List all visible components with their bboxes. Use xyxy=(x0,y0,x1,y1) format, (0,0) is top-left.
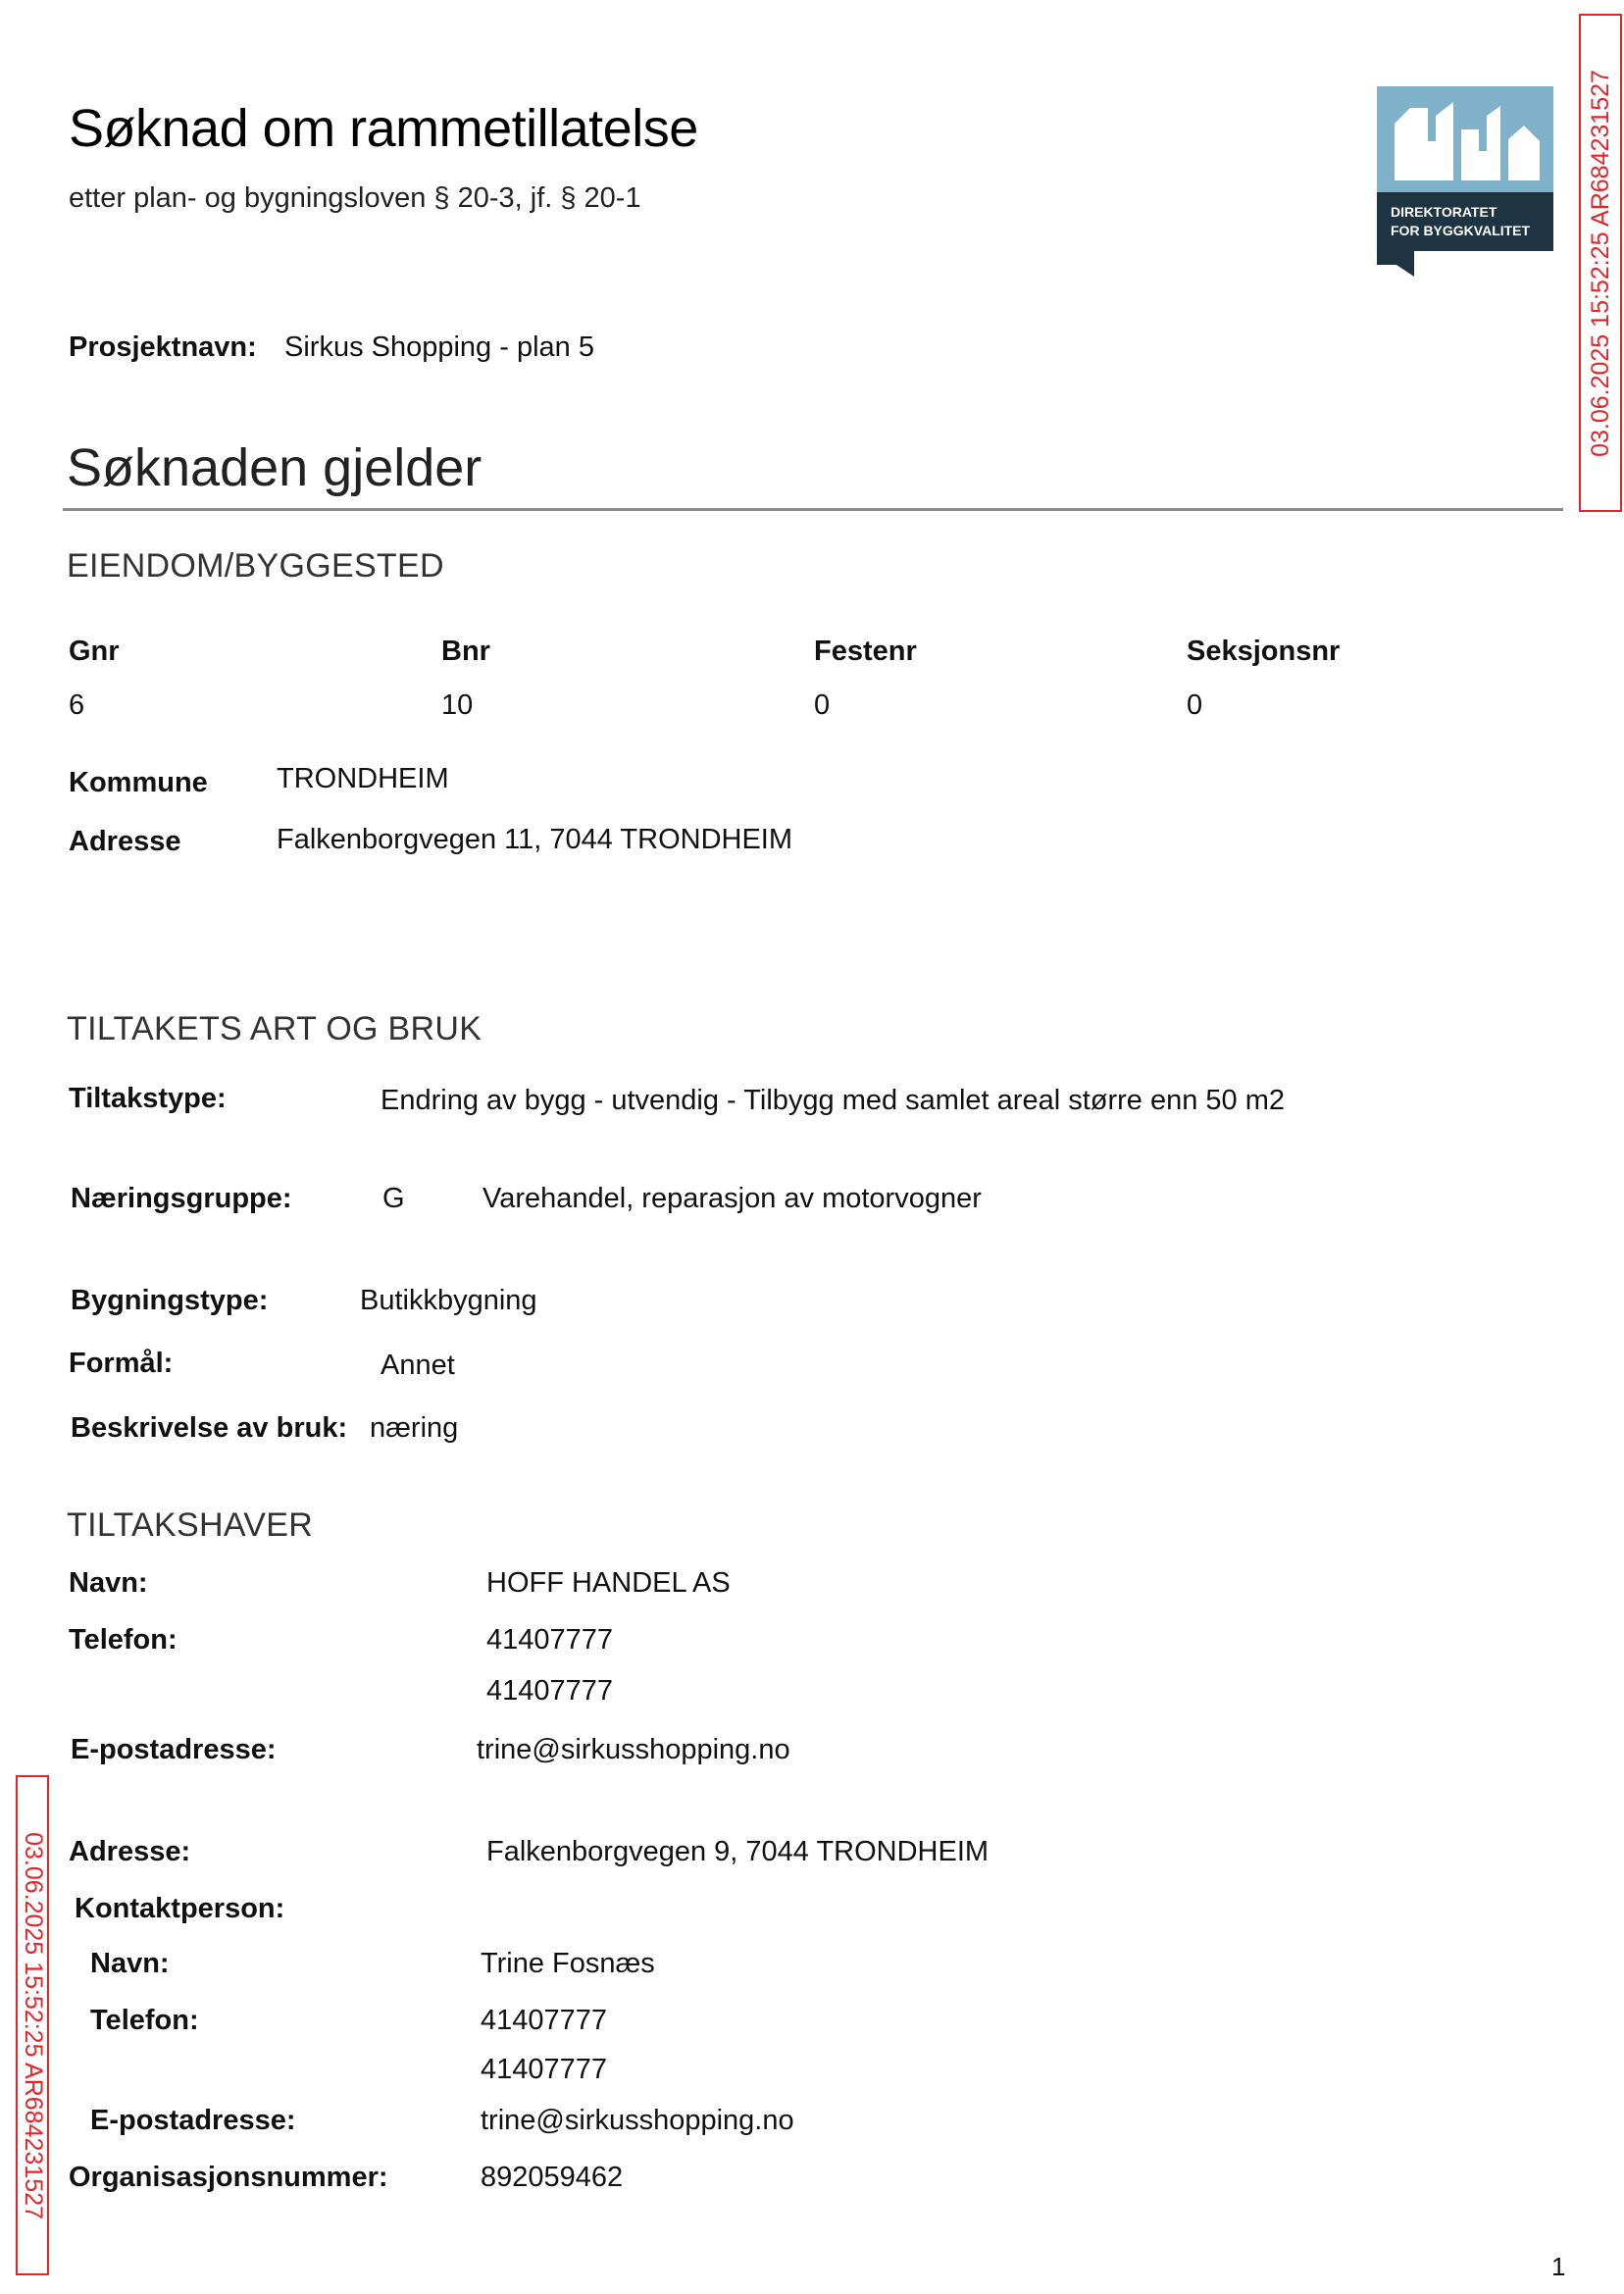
kontakt-navn-label: Navn: xyxy=(90,1948,170,1979)
logo-text-line2: FOR BYGGKVALITET xyxy=(1391,223,1531,238)
festenr-label: Festenr xyxy=(814,636,917,667)
kontakt-epost-value: trine@sirkusshopping.no xyxy=(481,2105,794,2136)
page-number: 1 xyxy=(1551,2252,1566,2281)
document-title: Søknad om rammetillatelse xyxy=(69,99,698,158)
kommune-label: Kommune xyxy=(69,767,208,798)
tiltakshaver-telefon-value-2: 41407777 xyxy=(486,1675,614,1707)
dibk-logo xyxy=(1377,86,1553,277)
kontakt-telefon-value-1: 41407777 xyxy=(481,2005,608,2036)
bnr-label: Bnr xyxy=(441,636,490,667)
adresse-label: Adresse xyxy=(69,826,181,857)
project-name-label: Prosjektnavn: xyxy=(69,331,257,363)
beskrivelse-value: næring xyxy=(370,1412,459,1444)
bnr-value: 10 xyxy=(441,689,474,721)
adresse-value: Falkenborgvegen 11, 7044 TRONDHEIM xyxy=(277,824,793,855)
kontakt-navn-value: Trine Fosnæs xyxy=(481,1948,655,1979)
organisasjonsnummer-label: Organisasjonsnummer: xyxy=(69,2162,388,2193)
kommune-value: TRONDHEIM xyxy=(277,763,449,794)
organisasjonsnummer-value: 892059462 xyxy=(481,2162,624,2193)
bygningstype-label: Bygningstype: xyxy=(71,1285,269,1316)
project-name-value: Sirkus Shopping - plan 5 xyxy=(284,331,594,363)
tiltakshaver-epost-value: trine@sirkusshopping.no xyxy=(477,1734,790,1765)
timestamp-stamp-side xyxy=(16,1775,49,2275)
section-tiltakshaver-heading: TILTAKSHAVER xyxy=(67,1506,314,1544)
tiltakshaver-adresse-label: Adresse: xyxy=(69,1836,191,1867)
section-heading-soknaden: Søknaden gjelder xyxy=(67,438,482,497)
tiltakshaver-telefon-value-1: 41407777 xyxy=(486,1624,614,1656)
kontakt-epost-label: E-postadresse: xyxy=(90,2105,296,2136)
gnr-label: Gnr xyxy=(69,636,120,667)
section-tiltak-heading: TILTAKETS ART OG BRUK xyxy=(67,1010,482,1047)
kontakt-telefon-value-2: 41407777 xyxy=(481,2054,608,2085)
section-divider xyxy=(63,508,1563,511)
tiltakshaver-navn-value: HOFF HANDEL AS xyxy=(486,1567,731,1599)
festenr-value: 0 xyxy=(814,689,831,721)
kontakt-telefon-label: Telefon: xyxy=(90,2005,199,2036)
tiltakstype-value: Endring av bygg - utvendig - Tilbygg med samlet areal større enn 50 m2 xyxy=(381,1085,1286,1116)
tiltakshaver-epost-label: E-postadresse: xyxy=(71,1734,277,1765)
stamp-side-text: 03.06.2025 15:52:25 AR684231527 xyxy=(19,1831,47,2219)
tiltakshaver-navn-label: Navn: xyxy=(69,1567,148,1599)
dibk-logo-icon xyxy=(1377,86,1553,277)
section-eiendom-heading: EIENDOM/BYGGESTED xyxy=(67,547,444,585)
gnr-value: 6 xyxy=(69,689,85,721)
seksjonsnr-value: 0 xyxy=(1187,689,1203,721)
bygningstype-value: Butikkbygning xyxy=(360,1285,537,1316)
formal-value: Annet xyxy=(381,1350,455,1381)
naeringsgruppe-label: Næringsgruppe: xyxy=(71,1183,292,1214)
document-subtitle: etter plan- og bygningsloven § 20-3, jf. § 20-1 xyxy=(69,182,641,214)
naeringsgruppe-code: G xyxy=(382,1183,405,1214)
tiltakshaver-adresse-value: Falkenborgvegen 9, 7044 TRONDHEIM xyxy=(486,1836,990,1867)
naeringsgruppe-value: Varehandel, reparasjon av motorvogner xyxy=(482,1183,982,1214)
timestamp-stamp-top xyxy=(1579,14,1622,512)
stamp-top-text: 03.06.2025 15:52:25 AR684231527 xyxy=(1586,69,1614,457)
tiltakstype-label: Tiltakstype: xyxy=(69,1083,227,1114)
beskrivelse-label: Beskrivelse av bruk: xyxy=(71,1412,348,1444)
formal-label: Formål: xyxy=(69,1348,174,1379)
logo-text-line1: DIREKTORATET xyxy=(1391,204,1497,220)
tiltakshaver-telefon-label: Telefon: xyxy=(69,1624,178,1656)
seksjonsnr-label: Seksjonsnr xyxy=(1187,636,1341,667)
kontaktperson-label: Kontaktperson: xyxy=(75,1893,285,1924)
